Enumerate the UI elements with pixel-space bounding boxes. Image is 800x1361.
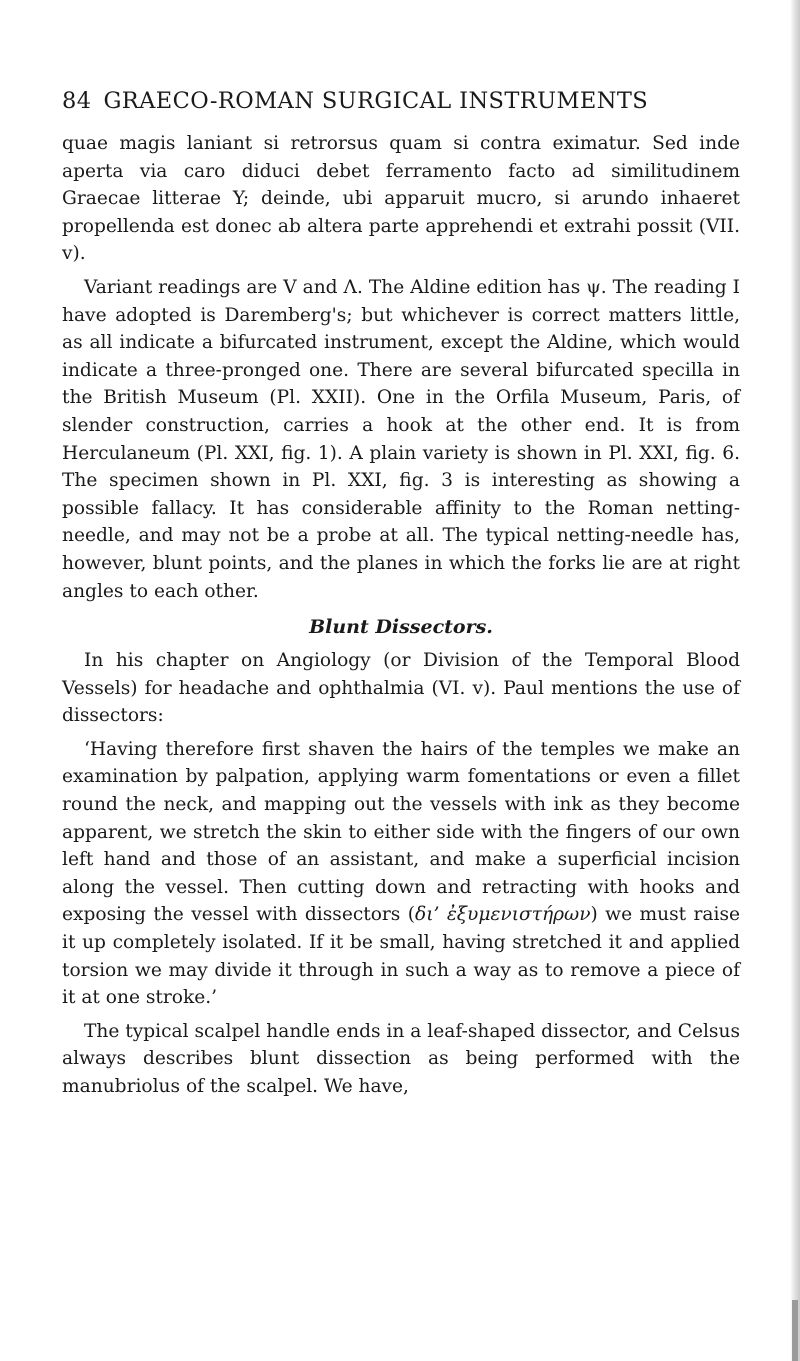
paragraph-variant-readings: Variant readings are V and Λ. The Aldine edition has ψ. The reading I have adopted is Daremberg's; but whichever is correct matters little, as all indicate a bifurcated instrument, except the Aldine, which would indicate a three-pronged one. There are several bifurcated specilla in the British Museum (Pl. XXII). One in the Orfila Museum, Paris, of slender construction, carries a hook at the other end. It is from Herculaneum (Pl. XXI, fig. 1). A plain variety is shown in Pl. XXI, fig. 6. The specimen shown in Pl. XXI, fig. 3 is interesting as showing a possible fallacy. It has considerable affinity to the Roman netting-needle, and may not be a probe at all. The typical netting-needle has, however, blunt points, and the planes in which the forks lie are at right angles to each other. (62, 276, 740, 602)
page-edge-shadow (790, 0, 800, 1361)
page-edge-mark (792, 1300, 798, 1361)
page-number: 84 (62, 88, 92, 114)
quote-text-end: ) we must raise it up completely isolated. If it be small, having stretched it and applied torsion we may divide it through in such a way as to remove a piece of it at one stroke.’ (62, 904, 741, 1009)
running-title: GRAECO-ROMAN SURGICAL INSTRUMENTS (103, 88, 649, 114)
quote-text-start: ‘Having therefore first shaven the hairs of the temples we make an examination by palpation, applying warm fomentations or even a fillet round the neck, and mapping out the vessels with ink as they become apparent, we stretch the skin to either side with the fingers of our own left hand and those of an assistant, and make a superficial incision along the vessel. Then cutting down and retracting with hooks and exposing the vessel with dissectors ( (62, 738, 740, 926)
section-heading: Blunt Dissectors. (309, 616, 493, 639)
running-header (62, 86, 740, 116)
book-page (62, 86, 740, 1101)
paragraph-scalpel-handle: The typical scalpel handle ends in a leaf-shaped dissector, and Celsus always describes blunt dissection as being performed with the manubriolus of the scalpel. We have, (62, 1020, 740, 1097)
paragraph-angiology: In his chapter on Angiology (or Division of the Temporal Blood Vessels) for headache and ophthalmia (VI. v). Paul mentions the use of dissectors: (62, 650, 740, 727)
greek-term: δι’ ἐξυμενιστήρων (415, 904, 591, 926)
paragraph-paul-quote (62, 736, 740, 1012)
paragraph-latin-quote: quae magis laniant si retrorsus quam si contra eximatur. Sed inde aperta via caro diduci debet ferramento facto ad similitudinem Graecae litterae Y; deinde, ubi apparuit mucro, si arundo inhaeret propellenda est donec ab altera parte apprehendi et extrahi possit (VII. v). (62, 133, 740, 265)
